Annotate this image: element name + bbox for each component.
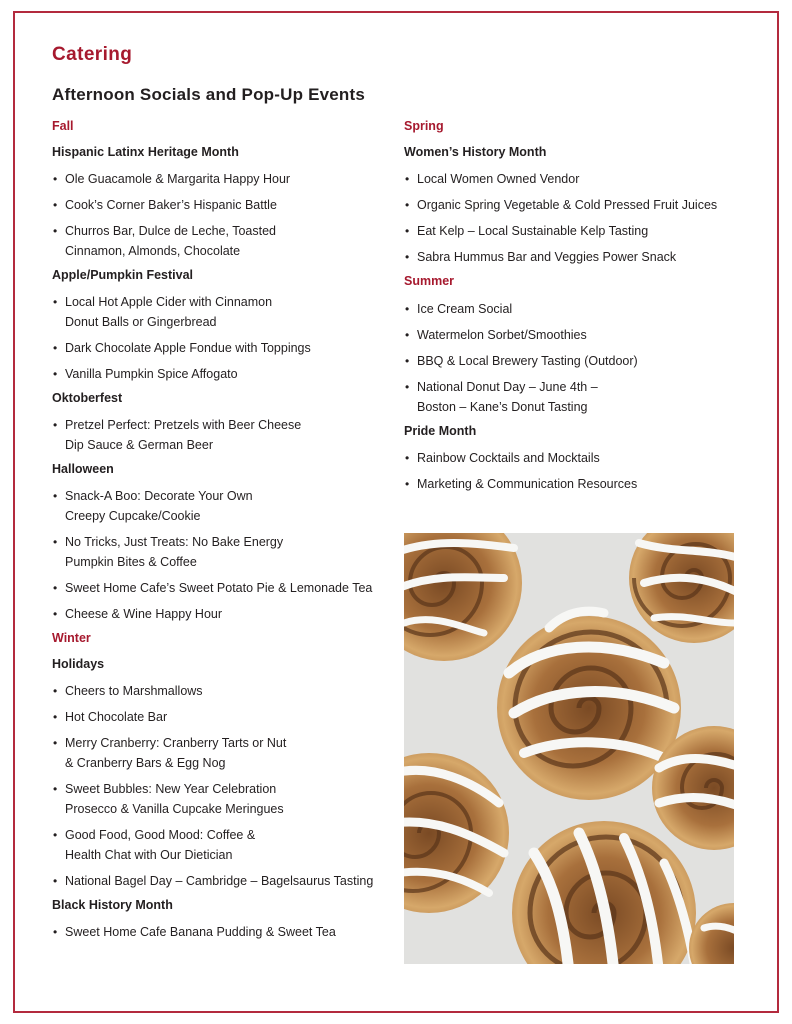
season-heading: Summer: [404, 274, 455, 288]
event-list: [404, 299, 744, 417]
list-item: [404, 474, 744, 494]
list-item: [52, 681, 392, 701]
bullet-icon: •: [53, 925, 58, 939]
bullet-icon: •: [53, 367, 58, 381]
bullet-icon: •: [53, 418, 58, 432]
list-item: [404, 448, 744, 468]
bullet-icon: •: [405, 328, 410, 342]
bullet-icon: •: [53, 535, 58, 549]
list-item-text: Cheese & Wine Happy Hour: [65, 607, 223, 621]
event-heading: Holidays: [52, 657, 105, 671]
bullet-icon: •: [405, 250, 410, 264]
event-list: [52, 169, 392, 261]
list-item-text: Hot Chocolate Bar: [65, 710, 168, 724]
event-list: [52, 681, 392, 891]
list-item-text: Dark Chocolate Apple Fondue with Toppings: [65, 341, 311, 355]
list-item: [52, 707, 392, 727]
event-heading: Women’s History Month: [404, 145, 547, 159]
right-column: [404, 118, 744, 500]
list-item: [404, 247, 744, 267]
list-item-text: No Tricks, Just Treats: No Bake Energy Pumpkin Bites & Coffee: [65, 535, 284, 569]
bullet-icon: •: [405, 477, 410, 491]
list-item: [52, 169, 392, 189]
list-item-text: Eat Kelp – Local Sustainable Kelp Tasting: [417, 224, 649, 238]
bullet-icon: •: [53, 198, 58, 212]
bullet-icon: •: [405, 451, 410, 465]
list-item: [52, 922, 392, 942]
bullet-icon: •: [405, 380, 410, 394]
list-item-text: National Donut Day – June 4th – Boston – Kane’s Donut Tasting: [417, 380, 598, 414]
list-item: [52, 825, 392, 865]
bullet-icon: •: [53, 224, 58, 238]
bullet-icon: •: [53, 736, 58, 750]
cinnamon-rolls-photo: [404, 533, 734, 964]
event-heading: Oktoberfest: [52, 391, 123, 405]
season-heading: Winter: [52, 631, 91, 645]
list-item: [52, 486, 392, 526]
event-heading: Pride Month: [404, 424, 477, 438]
list-item-text: Local Women Owned Vendor: [417, 172, 580, 186]
bullet-icon: •: [53, 874, 58, 888]
list-item: [52, 871, 392, 891]
list-item: [52, 195, 392, 215]
page-subtitle: Afternoon Socials and Pop-Up Events: [52, 85, 366, 104]
event-list: [52, 415, 392, 455]
bullet-icon: •: [405, 224, 410, 238]
event-heading: Hispanic Latinx Heritage Month: [52, 145, 239, 159]
bullet-icon: •: [53, 172, 58, 186]
list-item-text: Sweet Bubbles: New Year Celebration Prosecco & Vanilla Cupcake Meringues: [65, 782, 284, 816]
list-item: [52, 779, 392, 819]
event-list: [52, 292, 392, 384]
bullet-icon: •: [53, 710, 58, 724]
event-heading: Halloween: [52, 462, 114, 476]
list-item: [52, 292, 392, 332]
bullet-icon: •: [405, 302, 410, 316]
list-item-text: National Bagel Day – Cambridge – Bagelsaurus Tasting: [65, 874, 374, 888]
list-item-text: Marketing & Communication Resources: [417, 477, 638, 491]
bullet-icon: •: [53, 828, 58, 842]
list-item: [52, 733, 392, 773]
event-list: [404, 448, 744, 494]
list-item-text: Ole Guacamole & Margarita Happy Hour: [65, 172, 291, 186]
event-list: [52, 486, 392, 624]
bullet-icon: •: [53, 341, 58, 355]
list-item: [52, 338, 392, 358]
list-item-text: BBQ & Local Brewery Tasting (Outdoor): [417, 354, 638, 368]
list-item-text: Good Food, Good Mood: Coffee & Health Chat with Our Dietician: [65, 828, 256, 862]
list-item-text: Sabra Hummus Bar and Veggies Power Snack: [417, 250, 677, 264]
list-item: [52, 221, 392, 261]
list-item: [52, 604, 392, 624]
bullet-icon: •: [405, 354, 410, 368]
list-item-text: Pretzel Perfect: Pretzels with Beer Cheese Dip Sauce & German Beer: [65, 418, 302, 452]
list-item: [404, 351, 744, 371]
season-heading: Fall: [52, 119, 74, 133]
season-heading: Spring: [404, 119, 444, 133]
bullet-icon: •: [53, 489, 58, 503]
list-item: [52, 578, 392, 598]
list-item: [404, 221, 744, 241]
list-item-text: Rainbow Cocktails and Mocktails: [417, 451, 600, 465]
event-heading: Apple/Pumpkin Festival: [52, 268, 194, 282]
bullet-icon: •: [405, 198, 410, 212]
list-item-text: Local Hot Apple Cider with Cinnamon Donut Balls or Gingerbread: [65, 295, 273, 329]
list-item: [52, 415, 392, 455]
event-list: [404, 169, 744, 267]
bullet-icon: •: [53, 607, 58, 621]
bullet-icon: •: [53, 581, 58, 595]
event-heading: Black History Month: [52, 898, 173, 912]
list-item-text: Watermelon Sorbet/Smoothies: [417, 328, 587, 342]
list-item: [52, 532, 392, 572]
list-item: [52, 364, 392, 384]
list-item-text: Merry Cranberry: Cranberry Tarts or Nut & Cranberry Bars & Egg Nog: [65, 736, 287, 770]
list-item-text: Sweet Home Cafe Banana Pudding & Sweet Tea: [65, 925, 336, 939]
list-item-text: Sweet Home Cafe’s Sweet Potato Pie & Lemonade Tea: [65, 581, 373, 595]
list-item: [404, 377, 744, 417]
list-item-text: Cook’s Corner Baker’s Hispanic Battle: [65, 198, 277, 212]
list-item-text: Organic Spring Vegetable & Cold Pressed Fruit Juices: [417, 198, 718, 212]
list-item-text: Cheers to Marshmallows: [65, 684, 203, 698]
list-item-text: Ice Cream Social: [417, 302, 513, 316]
left-column: [52, 118, 392, 948]
page-title: Catering: [52, 44, 133, 65]
list-item-text: Snack-A Boo: Decorate Your Own Creepy Cupcake/Cookie: [65, 489, 253, 523]
bullet-icon: •: [53, 684, 58, 698]
bullet-icon: •: [53, 295, 58, 309]
list-item: [404, 195, 744, 215]
bullet-icon: •: [405, 172, 410, 186]
event-list: [52, 922, 392, 942]
list-item: [404, 169, 744, 189]
list-item-text: Churros Bar, Dulce de Leche, Toasted Cinnamon, Almonds, Chocolate: [65, 224, 277, 258]
list-item: [404, 325, 744, 345]
list-item-text: Vanilla Pumpkin Spice Affogato: [65, 367, 238, 381]
list-item: [404, 299, 744, 319]
bullet-icon: •: [53, 782, 58, 796]
